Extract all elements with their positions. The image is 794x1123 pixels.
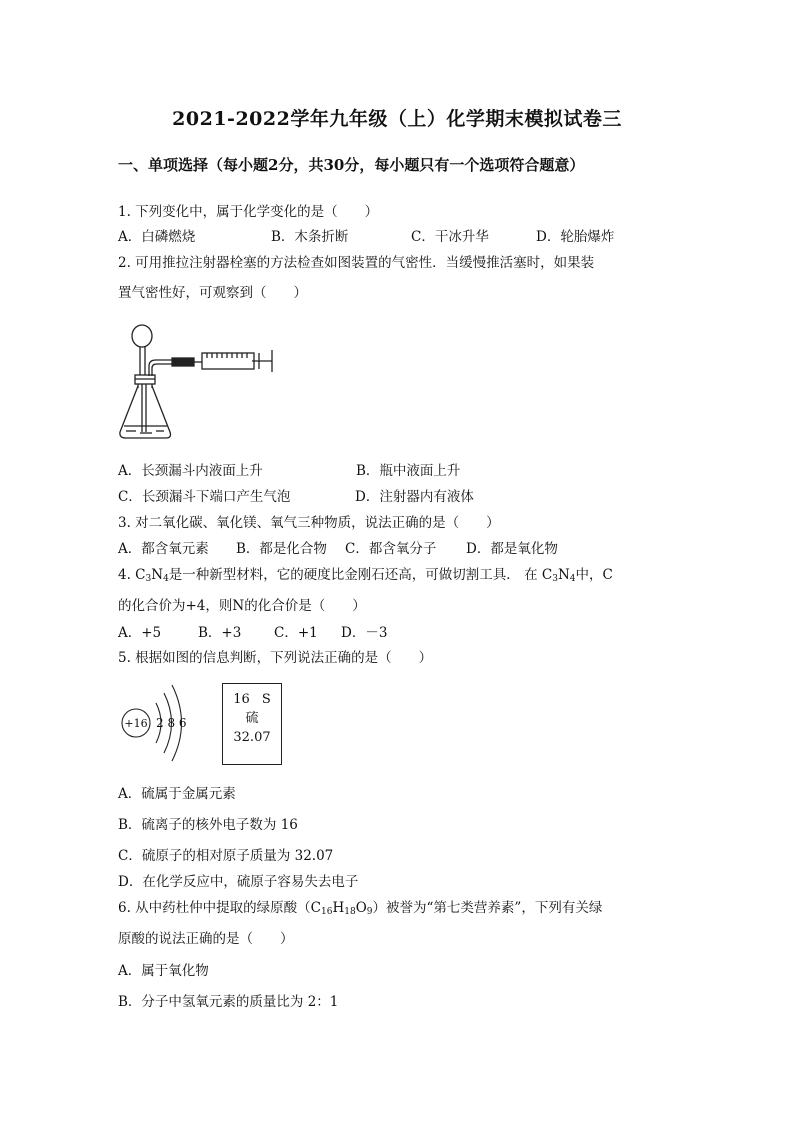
q6-option-a: A．属于氧化物	[118, 963, 209, 979]
q2-options-row1	[118, 459, 460, 479]
q4-number: 4.	[118, 567, 136, 583]
element-name: 硫	[245, 711, 259, 726]
q1-stem: 1. 下列变化中，属于化学变化的是（ ）	[118, 204, 379, 220]
atomic-number: 16	[233, 692, 250, 707]
element-card	[222, 683, 282, 765]
q5-option-a: A．硫属于金属元素	[118, 786, 236, 802]
flask-body	[120, 386, 171, 438]
q5-option-b: B．硫离子的核外电子数为 16	[118, 817, 298, 833]
syringe-barrel	[202, 353, 254, 369]
q4-stem-text-2: 中，C	[575, 567, 613, 583]
nucleus-charge: +16	[124, 717, 148, 730]
atom-structure-diagram	[118, 676, 198, 771]
atomic-mass: 32.07	[233, 730, 271, 745]
q2-option-c: C．长颈漏斗下端口产生气泡	[118, 489, 291, 505]
q4-option-c: C．+1	[274, 625, 318, 641]
funnel-bulb	[132, 325, 152, 347]
q5-option-d: D．在化学反应中，硫原子容易失去电子	[118, 874, 359, 890]
q4-option-d: D．－3	[341, 625, 388, 641]
element-symbol: S	[261, 692, 271, 707]
q3-option-d: D．都是氧化物	[466, 541, 558, 557]
q2-option-d: D．注射器内有液体	[355, 489, 474, 505]
q4-option-a: A．+5	[118, 625, 162, 641]
q2-options-row2	[118, 485, 474, 505]
formula-c3n4-2: $C_3N_4$	[541, 567, 576, 584]
q3-option-a: A．都含氧元素	[118, 541, 209, 557]
q1-option-c: C．干冰升华	[411, 229, 489, 245]
q5-stem: 5. 根据如图的信息判断，下列说法正确的是（ ）	[118, 650, 433, 666]
q4-stem-line2: 的化合价为+4，则N的化合价是（ ）	[118, 598, 366, 614]
q4-stem-text: 是一种新型材料，它的硬度比金刚石还高，可做切割工具． 在	[168, 567, 542, 583]
q6-stem-text: 6. 从中药杜仲中提取的绿原酸（	[118, 900, 311, 916]
section-heading: 一、单项选择（每小题2分，共30分，每小题只有一个选项符合题意）	[118, 156, 585, 174]
q3-stem: 3. 对二氧化碳、氧化镁、氧气三种物质，说法正确的是（ ）	[118, 515, 500, 531]
page-title: 2021-2022学年九年级（上）化学期末模拟试卷三	[172, 108, 622, 130]
q1-option-d: D．轮胎爆炸	[536, 229, 615, 245]
q1-option-b: B．木条折断	[271, 229, 349, 245]
q6-stem-text-2: ）被誉为“第七类营养素”，下列有关绿	[372, 900, 603, 916]
electron-shells: 2 8 6	[156, 716, 187, 730]
apparatus-figure	[112, 320, 282, 450]
q2-stem-line1: 2. 可用推拉注射器栓塞的方法检查如图装置的气密性．当缓慢推活塞时，如果装	[118, 255, 595, 271]
q4-stem-line1	[118, 563, 613, 584]
q6-stem-line2: 原酸的说法正确的是（ ）	[118, 931, 294, 947]
formula-c16h18o9: $C_{16}H_{18}O_9$	[310, 900, 373, 917]
q1-option-a: A．白磷燃烧	[118, 229, 196, 245]
q4-option-b: B．+3	[198, 625, 242, 641]
q3-option-b: B．都是化合物	[236, 541, 327, 557]
q6-stem-line1	[118, 896, 602, 917]
q4-options	[118, 621, 387, 641]
formula-c3n4: $C_3N_4$	[135, 567, 169, 584]
q6-option-b: B．分子中氢氧元素的质量比为 2：1	[118, 994, 339, 1010]
q2-option-b: B．瓶中液面上升	[356, 463, 461, 479]
q1-options	[118, 225, 614, 245]
q5-option-c: C．硫原子的相对原子质量为 32.07	[118, 848, 334, 864]
q2-option-a: A．长颈漏斗内液面上升	[118, 463, 263, 479]
q3-option-c: C．都含氧分子	[345, 541, 437, 557]
q2-stem-line2: 置气密性好，可观察到（ ）	[118, 285, 307, 301]
q3-options	[118, 537, 558, 557]
